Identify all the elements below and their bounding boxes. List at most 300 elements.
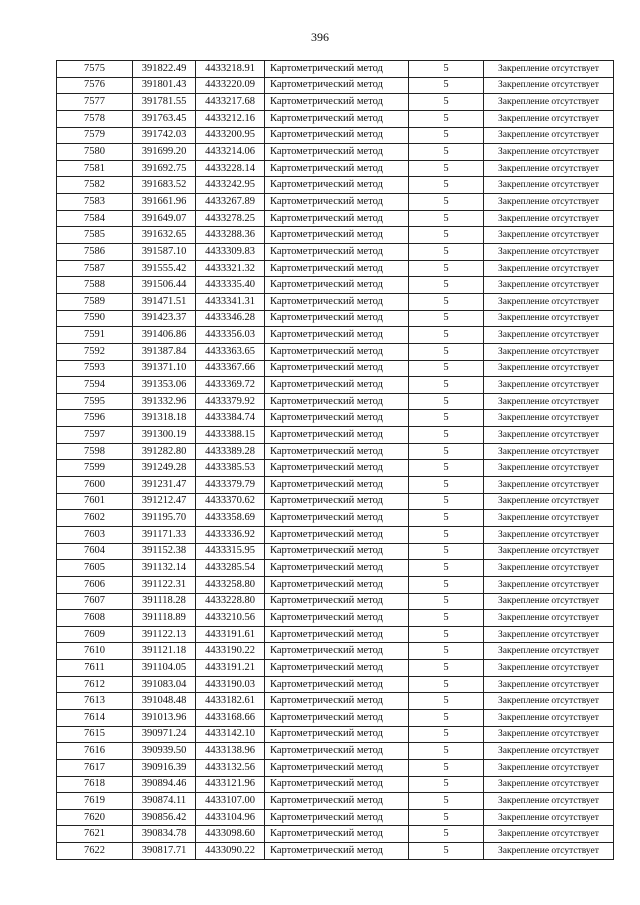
point-number-cell: 7621 [57, 826, 133, 843]
y-coordinate-cell: 4433258.80 [196, 576, 265, 593]
x-coordinate-cell: 391122.13 [133, 626, 196, 643]
point-number-cell: 7585 [57, 227, 133, 244]
table-row [57, 610, 614, 627]
x-coordinate-cell: 391212.47 [133, 493, 196, 510]
fixation-cell: Закрепление отсутствует [484, 127, 614, 144]
y-coordinate-cell: 4433121.96 [196, 776, 265, 793]
accuracy-cell: 5 [409, 660, 484, 677]
table-row [57, 493, 614, 510]
y-coordinate-cell: 4433358.69 [196, 510, 265, 527]
fixation-cell: Закрепление отсутствует [484, 427, 614, 444]
fixation-cell: Закрепление отсутствует [484, 759, 614, 776]
x-coordinate-cell: 391632.65 [133, 227, 196, 244]
method-cell: Картометрический метод [265, 177, 409, 194]
method-cell: Картометрический метод [265, 61, 409, 78]
page-number: 396 [311, 30, 329, 44]
point-number-cell: 7611 [57, 660, 133, 677]
table-row [57, 643, 614, 660]
table-row [57, 94, 614, 111]
y-coordinate-cell: 4433336.92 [196, 526, 265, 543]
accuracy-cell: 5 [409, 593, 484, 610]
table-row [57, 510, 614, 527]
y-coordinate-cell: 4433200.95 [196, 127, 265, 144]
y-coordinate-cell: 4433309.83 [196, 244, 265, 261]
point-number-cell: 7612 [57, 676, 133, 693]
method-cell: Картометрический метод [265, 327, 409, 344]
accuracy-cell: 5 [409, 110, 484, 127]
table-row [57, 61, 614, 78]
table-row [57, 377, 614, 394]
table-row [57, 177, 614, 194]
x-coordinate-cell: 390971.24 [133, 726, 196, 743]
fixation-cell: Закрепление отсутствует [484, 160, 614, 177]
y-coordinate-cell: 4433190.22 [196, 643, 265, 660]
x-coordinate-cell: 390834.78 [133, 826, 196, 843]
x-coordinate-cell: 391282.80 [133, 443, 196, 460]
x-coordinate-cell: 391406.86 [133, 327, 196, 344]
point-number-cell: 7582 [57, 177, 133, 194]
y-coordinate-cell: 4433168.66 [196, 709, 265, 726]
accuracy-cell: 5 [409, 826, 484, 843]
fixation-cell: Закрепление отсутствует [484, 61, 614, 78]
x-coordinate-cell: 391249.28 [133, 460, 196, 477]
y-coordinate-cell: 4433369.72 [196, 377, 265, 394]
accuracy-cell: 5 [409, 244, 484, 261]
method-cell: Картометрический метод [265, 510, 409, 527]
table-row [57, 110, 614, 127]
y-coordinate-cell: 4433242.95 [196, 177, 265, 194]
x-coordinate-cell: 391318.18 [133, 410, 196, 427]
y-coordinate-cell: 4433346.28 [196, 310, 265, 327]
fixation-cell: Закрепление отсутствует [484, 843, 614, 860]
accuracy-cell: 5 [409, 626, 484, 643]
table-row [57, 77, 614, 94]
fixation-cell: Закрепление отсутствует [484, 460, 614, 477]
fixation-cell: Закрепление отсутствует [484, 526, 614, 543]
fixation-cell: Закрепление отсутствует [484, 543, 614, 560]
table-row [57, 709, 614, 726]
accuracy-cell: 5 [409, 560, 484, 577]
x-coordinate-cell: 391195.70 [133, 510, 196, 527]
point-number-cell: 7586 [57, 244, 133, 261]
x-coordinate-cell: 391171.33 [133, 526, 196, 543]
fixation-cell: Закрепление отсутствует [484, 177, 614, 194]
y-coordinate-cell: 4433267.89 [196, 194, 265, 211]
accuracy-cell: 5 [409, 61, 484, 78]
point-number-cell: 7590 [57, 310, 133, 327]
table-row [57, 393, 614, 410]
method-cell: Картометрический метод [265, 210, 409, 227]
table-row [57, 626, 614, 643]
fixation-cell: Закрепление отсутствует [484, 410, 614, 427]
fixation-cell: Закрепление отсутствует [484, 676, 614, 693]
accuracy-cell: 5 [409, 127, 484, 144]
y-coordinate-cell: 4433389.28 [196, 443, 265, 460]
point-number-cell: 7591 [57, 327, 133, 344]
fixation-cell: Закрепление отсутствует [484, 493, 614, 510]
x-coordinate-cell: 391692.75 [133, 160, 196, 177]
table-row [57, 693, 614, 710]
method-cell: Картометрический метод [265, 443, 409, 460]
method-cell: Картометрический метод [265, 826, 409, 843]
method-cell: Картометрический метод [265, 277, 409, 294]
accuracy-cell: 5 [409, 776, 484, 793]
table-row [57, 277, 614, 294]
point-number-cell: 7596 [57, 410, 133, 427]
x-coordinate-cell: 391699.20 [133, 144, 196, 161]
table-row [57, 560, 614, 577]
fixation-cell: Закрепление отсутствует [484, 443, 614, 460]
y-coordinate-cell: 4433367.66 [196, 360, 265, 377]
fixation-cell: Закрепление отсутствует [484, 377, 614, 394]
x-coordinate-cell: 391387.84 [133, 343, 196, 360]
point-number-cell: 7604 [57, 543, 133, 560]
fixation-cell: Закрепление отсутствует [484, 293, 614, 310]
point-number-cell: 7587 [57, 260, 133, 277]
table-row [57, 776, 614, 793]
method-cell: Картометрический метод [265, 709, 409, 726]
y-coordinate-cell: 4433132.56 [196, 759, 265, 776]
fixation-cell: Закрепление отсутствует [484, 660, 614, 677]
point-number-cell: 7608 [57, 610, 133, 627]
x-coordinate-cell: 391371.10 [133, 360, 196, 377]
accuracy-cell: 5 [409, 194, 484, 211]
method-cell: Картометрический метод [265, 560, 409, 577]
table-row [57, 360, 614, 377]
point-number-cell: 7594 [57, 377, 133, 394]
table-row [57, 144, 614, 161]
fixation-cell: Закрепление отсутствует [484, 709, 614, 726]
accuracy-cell: 5 [409, 310, 484, 327]
method-cell: Картометрический метод [265, 676, 409, 693]
point-number-cell: 7583 [57, 194, 133, 211]
y-coordinate-cell: 4433210.56 [196, 610, 265, 627]
method-cell: Картометрический метод [265, 693, 409, 710]
y-coordinate-cell: 4433356.03 [196, 327, 265, 344]
point-number-cell: 7578 [57, 110, 133, 127]
x-coordinate-cell: 391587.10 [133, 244, 196, 261]
point-number-cell: 7598 [57, 443, 133, 460]
accuracy-cell: 5 [409, 227, 484, 244]
y-coordinate-cell: 4433218.91 [196, 61, 265, 78]
x-coordinate-cell: 390939.50 [133, 743, 196, 760]
point-number-cell: 7577 [57, 94, 133, 111]
accuracy-cell: 5 [409, 277, 484, 294]
method-cell: Картометрический метод [265, 110, 409, 127]
point-number-cell: 7589 [57, 293, 133, 310]
accuracy-cell: 5 [409, 793, 484, 810]
method-cell: Картометрический метод [265, 310, 409, 327]
method-cell: Картометрический метод [265, 626, 409, 643]
x-coordinate-cell: 391083.04 [133, 676, 196, 693]
method-cell: Картометрический метод [265, 160, 409, 177]
table-row [57, 443, 614, 460]
x-coordinate-cell: 391104.05 [133, 660, 196, 677]
point-number-cell: 7599 [57, 460, 133, 477]
table-row [57, 427, 614, 444]
x-coordinate-cell: 391152.38 [133, 543, 196, 560]
point-number-cell: 7609 [57, 626, 133, 643]
x-coordinate-cell: 391118.89 [133, 610, 196, 627]
table-row [57, 826, 614, 843]
method-cell: Картометрический метод [265, 776, 409, 793]
fixation-cell: Закрепление отсутствует [484, 227, 614, 244]
x-coordinate-cell: 391122.31 [133, 576, 196, 593]
accuracy-cell: 5 [409, 759, 484, 776]
fixation-cell: Закрепление отсутствует [484, 260, 614, 277]
fixation-cell: Закрепление отсутствует [484, 360, 614, 377]
accuracy-cell: 5 [409, 643, 484, 660]
method-cell: Картометрический метод [265, 127, 409, 144]
fixation-cell: Закрепление отсутствует [484, 77, 614, 94]
accuracy-cell: 5 [409, 94, 484, 111]
accuracy-cell: 5 [409, 144, 484, 161]
x-coordinate-cell: 391423.37 [133, 310, 196, 327]
y-coordinate-cell: 4433385.53 [196, 460, 265, 477]
x-coordinate-cell: 391506.44 [133, 277, 196, 294]
fixation-cell: Закрепление отсутствует [484, 826, 614, 843]
x-coordinate-cell: 391132.14 [133, 560, 196, 577]
fixation-cell: Закрепление отсутствует [484, 94, 614, 111]
accuracy-cell: 5 [409, 427, 484, 444]
accuracy-cell: 5 [409, 77, 484, 94]
point-number-cell: 7618 [57, 776, 133, 793]
fixation-cell: Закрепление отсутствует [484, 793, 614, 810]
table-row [57, 343, 614, 360]
fixation-cell: Закрепление отсутствует [484, 743, 614, 760]
y-coordinate-cell: 4433107.00 [196, 793, 265, 810]
y-coordinate-cell: 4433228.80 [196, 593, 265, 610]
x-coordinate-cell: 391471.51 [133, 293, 196, 310]
table-row [57, 593, 614, 610]
method-cell: Картометрический метод [265, 410, 409, 427]
accuracy-cell: 5 [409, 709, 484, 726]
fixation-cell: Закрепление отсутствует [484, 477, 614, 494]
accuracy-cell: 5 [409, 343, 484, 360]
table-row [57, 460, 614, 477]
fixation-cell: Закрепление отсутствует [484, 610, 614, 627]
table-row [57, 526, 614, 543]
accuracy-cell: 5 [409, 510, 484, 527]
fixation-cell: Закрепление отсутствует [484, 593, 614, 610]
y-coordinate-cell: 4433090.22 [196, 843, 265, 860]
point-number-cell: 7595 [57, 393, 133, 410]
fixation-cell: Закрепление отсутствует [484, 310, 614, 327]
method-cell: Картометрический метод [265, 610, 409, 627]
accuracy-cell: 5 [409, 493, 484, 510]
table-row [57, 576, 614, 593]
x-coordinate-cell: 390894.46 [133, 776, 196, 793]
accuracy-cell: 5 [409, 377, 484, 394]
coordinates-table [56, 60, 614, 860]
y-coordinate-cell: 4433341.31 [196, 293, 265, 310]
point-number-cell: 7602 [57, 510, 133, 527]
y-coordinate-cell: 4433212.16 [196, 110, 265, 127]
x-coordinate-cell: 391300.19 [133, 427, 196, 444]
y-coordinate-cell: 4433228.14 [196, 160, 265, 177]
table-row [57, 227, 614, 244]
y-coordinate-cell: 4433190.03 [196, 676, 265, 693]
x-coordinate-cell: 391683.52 [133, 177, 196, 194]
point-number-cell: 7592 [57, 343, 133, 360]
method-cell: Картометрический метод [265, 759, 409, 776]
point-number-cell: 7588 [57, 277, 133, 294]
table-row [57, 726, 614, 743]
point-number-cell: 7593 [57, 360, 133, 377]
y-coordinate-cell: 4433214.06 [196, 144, 265, 161]
point-number-cell: 7580 [57, 144, 133, 161]
accuracy-cell: 5 [409, 676, 484, 693]
table-row [57, 543, 614, 560]
method-cell: Картометрический метод [265, 843, 409, 860]
coordinates-table-body [57, 61, 614, 860]
point-number-cell: 7576 [57, 77, 133, 94]
fixation-cell: Закрепление отсутствует [484, 144, 614, 161]
point-number-cell: 7579 [57, 127, 133, 144]
x-coordinate-cell: 390817.71 [133, 843, 196, 860]
y-coordinate-cell: 4433315.95 [196, 543, 265, 560]
x-coordinate-cell: 391231.47 [133, 477, 196, 494]
x-coordinate-cell: 391801.43 [133, 77, 196, 94]
method-cell: Картометрический метод [265, 726, 409, 743]
table-row [57, 194, 614, 211]
point-number-cell: 7620 [57, 809, 133, 826]
table-row [57, 244, 614, 261]
point-number-cell: 7605 [57, 560, 133, 577]
accuracy-cell: 5 [409, 576, 484, 593]
table-row [57, 660, 614, 677]
point-number-cell: 7607 [57, 593, 133, 610]
method-cell: Картометрический метод [265, 77, 409, 94]
table-row [57, 843, 614, 860]
y-coordinate-cell: 4433098.60 [196, 826, 265, 843]
y-coordinate-cell: 4433138.96 [196, 743, 265, 760]
y-coordinate-cell: 4433384.74 [196, 410, 265, 427]
accuracy-cell: 5 [409, 410, 484, 427]
table-row [57, 676, 614, 693]
x-coordinate-cell: 390916.39 [133, 759, 196, 776]
method-cell: Картометрический метод [265, 660, 409, 677]
fixation-cell: Закрепление отсутствует [484, 626, 614, 643]
method-cell: Картометрический метод [265, 377, 409, 394]
accuracy-cell: 5 [409, 393, 484, 410]
fixation-cell: Закрепление отсутствует [484, 643, 614, 660]
fixation-cell: Закрепление отсутствует [484, 277, 614, 294]
method-cell: Картометрический метод [265, 809, 409, 826]
fixation-cell: Закрепление отсутствует [484, 693, 614, 710]
accuracy-cell: 5 [409, 526, 484, 543]
accuracy-cell: 5 [409, 843, 484, 860]
x-coordinate-cell: 391048.48 [133, 693, 196, 710]
fixation-cell: Закрепление отсутствует [484, 576, 614, 593]
x-coordinate-cell: 390856.42 [133, 809, 196, 826]
method-cell: Картометрический метод [265, 94, 409, 111]
point-number-cell: 7597 [57, 427, 133, 444]
table-row [57, 410, 614, 427]
accuracy-cell: 5 [409, 260, 484, 277]
accuracy-cell: 5 [409, 543, 484, 560]
x-coordinate-cell: 391118.28 [133, 593, 196, 610]
y-coordinate-cell: 4433363.65 [196, 343, 265, 360]
accuracy-cell: 5 [409, 160, 484, 177]
y-coordinate-cell: 4433142.10 [196, 726, 265, 743]
point-number-cell: 7584 [57, 210, 133, 227]
method-cell: Картометрический метод [265, 543, 409, 560]
point-number-cell: 7614 [57, 709, 133, 726]
accuracy-cell: 5 [409, 743, 484, 760]
y-coordinate-cell: 4433335.40 [196, 277, 265, 294]
method-cell: Картометрический метод [265, 427, 409, 444]
method-cell: Картометрический метод [265, 743, 409, 760]
table-row [57, 127, 614, 144]
fixation-cell: Закрепление отсутствует [484, 393, 614, 410]
point-number-cell: 7613 [57, 693, 133, 710]
table-row [57, 793, 614, 810]
x-coordinate-cell: 390874.11 [133, 793, 196, 810]
x-coordinate-cell: 391013.96 [133, 709, 196, 726]
y-coordinate-cell: 4433388.15 [196, 427, 265, 444]
fixation-cell: Закрепление отсутствует [484, 510, 614, 527]
table-row [57, 743, 614, 760]
accuracy-cell: 5 [409, 327, 484, 344]
x-coordinate-cell: 391353.06 [133, 377, 196, 394]
point-number-cell: 7581 [57, 160, 133, 177]
fixation-cell: Закрепление отсутствует [484, 244, 614, 261]
table-row [57, 160, 614, 177]
y-coordinate-cell: 4433379.92 [196, 393, 265, 410]
fixation-cell: Закрепление отсутствует [484, 110, 614, 127]
fixation-cell: Закрепление отсутствует [484, 327, 614, 344]
point-number-cell: 7606 [57, 576, 133, 593]
point-number-cell: 7619 [57, 793, 133, 810]
point-number-cell: 7575 [57, 61, 133, 78]
fixation-cell: Закрепление отсутствует [484, 194, 614, 211]
method-cell: Картометрический метод [265, 244, 409, 261]
method-cell: Картометрический метод [265, 493, 409, 510]
x-coordinate-cell: 391332.96 [133, 393, 196, 410]
method-cell: Картометрический метод [265, 393, 409, 410]
table-row [57, 477, 614, 494]
method-cell: Картометрический метод [265, 144, 409, 161]
method-cell: Картометрический метод [265, 360, 409, 377]
y-coordinate-cell: 4433104.96 [196, 809, 265, 826]
accuracy-cell: 5 [409, 210, 484, 227]
point-number-cell: 7600 [57, 477, 133, 494]
y-coordinate-cell: 4433285.54 [196, 560, 265, 577]
accuracy-cell: 5 [409, 443, 484, 460]
table-row [57, 210, 614, 227]
x-coordinate-cell: 391742.03 [133, 127, 196, 144]
point-number-cell: 7610 [57, 643, 133, 660]
point-number-cell: 7622 [57, 843, 133, 860]
accuracy-cell: 5 [409, 460, 484, 477]
y-coordinate-cell: 4433278.25 [196, 210, 265, 227]
table-row [57, 327, 614, 344]
y-coordinate-cell: 4433220.09 [196, 77, 265, 94]
x-coordinate-cell: 391661.96 [133, 194, 196, 211]
method-cell: Картометрический метод [265, 576, 409, 593]
x-coordinate-cell: 391121.18 [133, 643, 196, 660]
x-coordinate-cell: 391781.55 [133, 94, 196, 111]
table-row [57, 310, 614, 327]
x-coordinate-cell: 391763.45 [133, 110, 196, 127]
y-coordinate-cell: 4433321.32 [196, 260, 265, 277]
point-number-cell: 7601 [57, 493, 133, 510]
method-cell: Картометрический метод [265, 343, 409, 360]
method-cell: Картометрический метод [265, 460, 409, 477]
y-coordinate-cell: 4433370.62 [196, 493, 265, 510]
fixation-cell: Закрепление отсутствует [484, 776, 614, 793]
